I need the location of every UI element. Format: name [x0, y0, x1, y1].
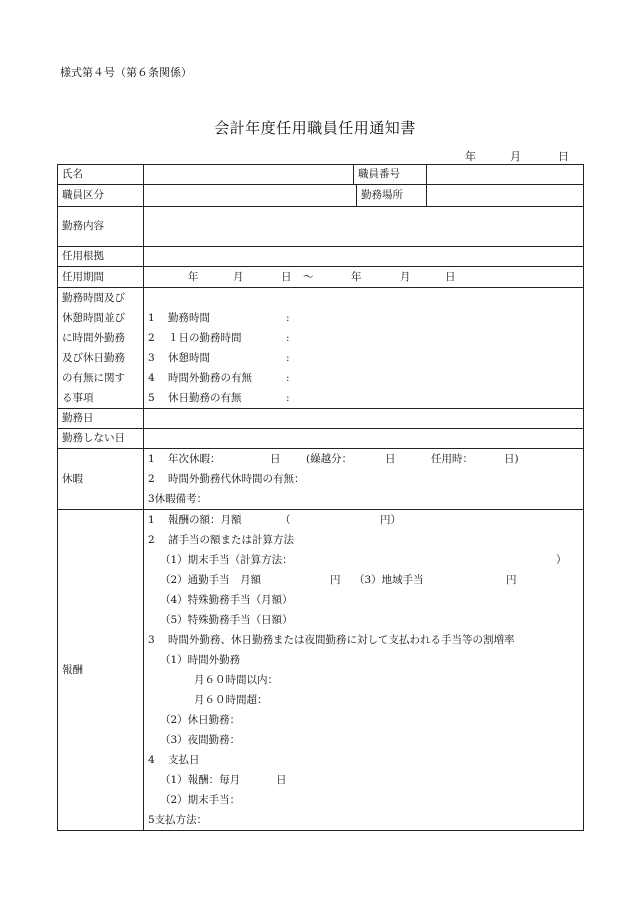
- hours-item-colon: :: [286, 372, 290, 384]
- workplace-label: 勤務場所: [357, 185, 427, 207]
- pay-date-text: 支払日: [168, 754, 200, 766]
- basis-label: 任用根拠: [58, 247, 144, 267]
- leave-compensatory-text: 時間外勤務代休時間の有無：: [168, 473, 305, 485]
- pay-regional-text: （3）地域手当: [354, 574, 424, 586]
- hours-item: [148, 328, 579, 348]
- pay-line: 月６０時間超：: [194, 694, 268, 706]
- pay-num: 2: [148, 534, 155, 546]
- period-tilde: ～: [303, 271, 314, 283]
- period-start-year: 年: [188, 271, 199, 283]
- pay-allowance-text: 諸手当の額または計算方法: [168, 534, 294, 546]
- pay-line: [148, 530, 579, 550]
- duties-value-cell[interactable]: [144, 207, 584, 247]
- hours-item-colon: :: [286, 332, 290, 344]
- period-end-day: 日: [445, 271, 456, 283]
- pay-line: （4）特殊勤務手当（月額）: [160, 594, 293, 606]
- pay-line: （3）夜間勤務：: [160, 734, 241, 746]
- employee-number-label: 職員番号: [354, 165, 427, 185]
- period-value-cell[interactable]: [144, 267, 584, 288]
- hours-item-text: １日の勤務時間: [168, 332, 242, 344]
- pay-line: [148, 570, 579, 590]
- pay-day: 日: [276, 774, 287, 786]
- hours-item-number: 1: [148, 312, 155, 324]
- pay-commute-text: （2）通勤手当 月額: [160, 574, 262, 586]
- basis-value-cell[interactable]: [144, 247, 584, 267]
- category-value-cell[interactable]: [144, 185, 357, 207]
- pay-premium-text: 時間外勤務、休日勤務または夜間勤務に対して支払われる手当等の割増率: [168, 634, 515, 646]
- hours-item-text: 休憩時間: [168, 352, 210, 364]
- pay-num: 1: [148, 514, 155, 526]
- hours-item-colon: :: [286, 352, 290, 364]
- pay-amount-text: 報酬の額：月額: [168, 514, 242, 526]
- name-value-cell[interactable]: [144, 165, 354, 185]
- hours-label-line: の有無に関す: [62, 372, 125, 384]
- document-title: 会計年度任用職員任用通知書: [214, 119, 416, 137]
- hours-label-line: 勤務時間及び: [62, 292, 125, 304]
- hours-label-line: 及び休日勤務: [62, 352, 125, 364]
- pay-num: 4: [148, 754, 155, 766]
- period-end-month: 月: [400, 271, 411, 283]
- pay-bonus-close: ）: [556, 554, 567, 566]
- leave-carry-text: (繰越分：: [306, 453, 353, 465]
- date-day: 日: [558, 150, 569, 163]
- pay-open: （: [280, 514, 291, 526]
- duties-label: 勤務内容: [58, 207, 144, 247]
- category-label: 職員区分: [58, 185, 144, 207]
- name-label: 氏名: [58, 165, 144, 185]
- hours-item-text: 休日勤務の有無: [168, 392, 242, 404]
- pay-yen: 円: [330, 574, 341, 586]
- pay-line: （5）特殊勤務手当（日額）: [160, 614, 293, 626]
- hours-value-cell[interactable]: [144, 288, 584, 409]
- workdays-value-cell[interactable]: [144, 409, 584, 429]
- pay-label: 報酬: [58, 510, 144, 831]
- hours-label-line: に時間外勤務: [62, 332, 125, 344]
- pay-line: （1）時間外勤務: [160, 654, 241, 666]
- hours-item-number: 5: [148, 392, 155, 404]
- pay-line: （2）休日勤務：: [160, 714, 241, 726]
- hours-item-number: 4: [148, 372, 155, 384]
- hours-item-colon: :: [286, 312, 290, 324]
- pay-line: 5支払方法：: [148, 814, 208, 826]
- hours-label-line: 休憩時間並び: [62, 312, 125, 324]
- hours-item-text: 時間外勤務の有無: [168, 372, 252, 384]
- pay-line: [148, 750, 579, 770]
- leave-num: 2: [148, 473, 155, 485]
- leave-day: 日: [385, 453, 396, 465]
- leave-label: 休暇: [58, 449, 144, 510]
- leave-annual-line: [148, 449, 579, 469]
- employee-number-value-cell[interactable]: [427, 165, 584, 185]
- pay-line: 月６０時間以内：: [194, 674, 278, 686]
- hours-item-number: 3: [148, 352, 155, 364]
- pay-yen: 円: [506, 574, 517, 586]
- leave-annual-text: 年次休暇：: [168, 453, 221, 465]
- date-year: 年: [465, 150, 476, 163]
- pay-line: [148, 630, 579, 650]
- pay-bonus-text: （1）期末手当（計算方法：: [160, 554, 293, 566]
- offdays-value-cell[interactable]: [144, 429, 584, 449]
- hours-label-line: る事項: [62, 392, 94, 404]
- leave-day: 日): [504, 453, 519, 465]
- period-label: 任用期間: [58, 267, 144, 288]
- pay-line: [148, 550, 579, 570]
- period-end-year: 年: [351, 271, 362, 283]
- pay-num: 3: [148, 634, 155, 646]
- hours-item-number: 2: [148, 332, 155, 344]
- period-start-day: 日: [281, 271, 292, 283]
- leave-notes-line: 3休暇備考：: [148, 493, 208, 505]
- leave-value-cell[interactable]: [144, 449, 584, 510]
- pay-line: （2）期末手当：: [160, 794, 241, 806]
- hours-item: [148, 368, 579, 388]
- form-number: 様式第４号（第６条関係）: [60, 66, 192, 79]
- period-start-month: 月: [233, 271, 244, 283]
- notice-form-table: [57, 164, 584, 831]
- pay-line: [148, 510, 579, 530]
- hours-item: [148, 308, 579, 328]
- offdays-label: 勤務しない日: [58, 429, 144, 449]
- hours-item: [148, 348, 579, 368]
- hours-item-colon: :: [286, 392, 290, 404]
- pay-line: [148, 770, 579, 790]
- date-month: 月: [510, 150, 521, 163]
- hours-item-text: 勤務時間: [168, 312, 210, 324]
- pay-monthly-text: （1）報酬：毎月: [160, 774, 241, 786]
- pay-value-cell[interactable]: [144, 510, 584, 831]
- hours-label: [58, 288, 144, 409]
- leave-compensatory-line: [148, 469, 579, 489]
- leave-used-text: 任用時：: [431, 453, 473, 465]
- workplace-value-cell[interactable]: [427, 185, 584, 207]
- leave-num: 1: [148, 453, 155, 465]
- hours-item: [148, 388, 579, 408]
- workdays-label: 勤務日: [58, 409, 144, 429]
- leave-day: 日: [270, 453, 281, 465]
- pay-close: 円）: [380, 514, 401, 526]
